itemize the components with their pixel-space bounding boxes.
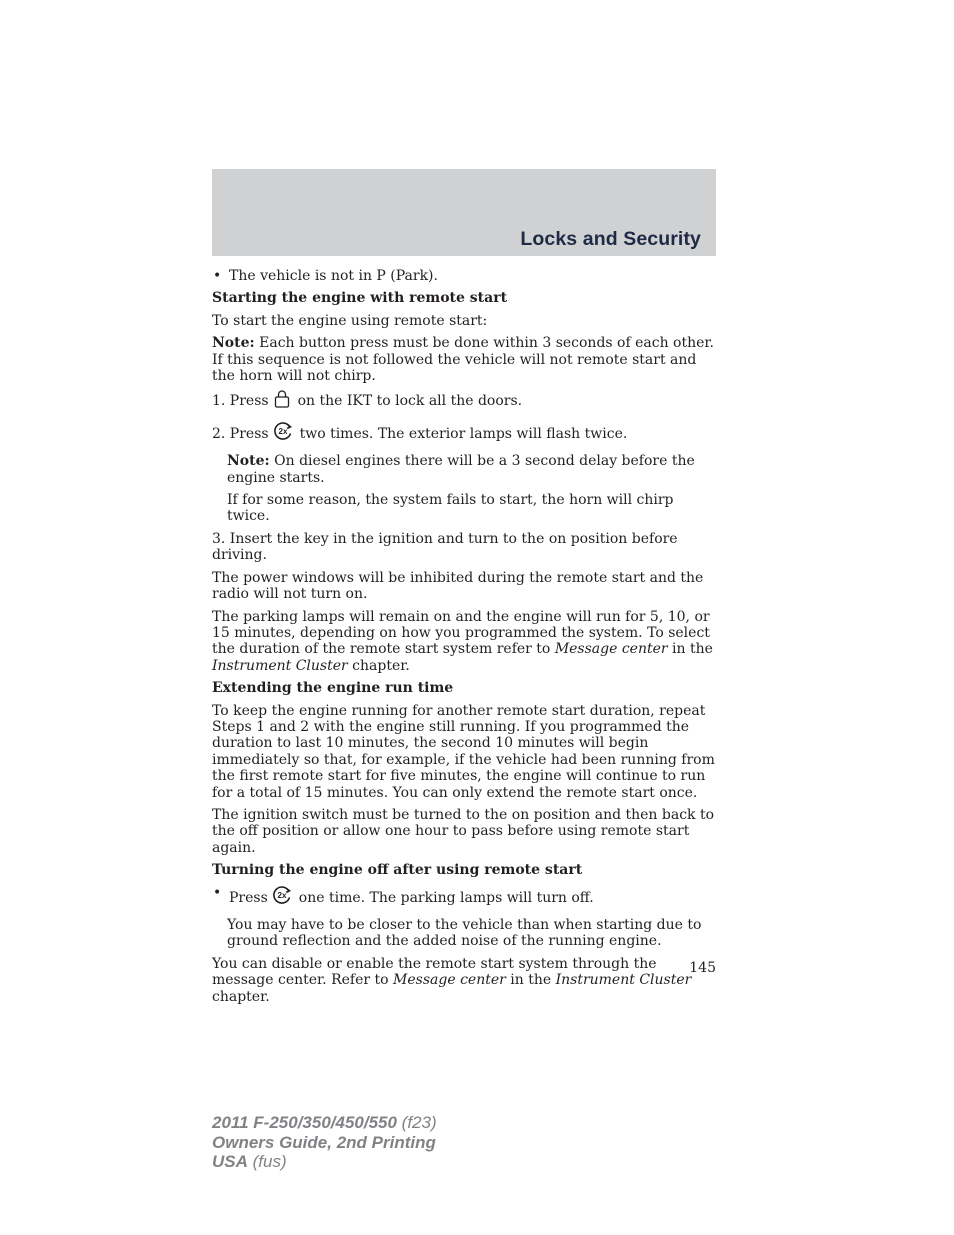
step-2-prefix: 2. Press — [212, 425, 269, 442]
footer-market-line: USA (fus) — [212, 1152, 287, 1171]
paragraph-ignition-switch: The ignition switch must be turned to the on position and then back to the off position or allow one hour to pass before using remote start again. — [212, 806, 715, 856]
section-title: Locks and Security — [520, 228, 701, 250]
heading-starting-engine: Starting the engine with remote start — [212, 290, 508, 307]
step-1-suffix: on the IKT to lock all the doors. — [297, 393, 523, 410]
note-button-press — [212, 335, 717, 384]
section-header — [212, 169, 716, 256]
note-text: On diesel engines there will be a 3 second delay before the engine starts. — [227, 453, 695, 486]
footer-model-line: 2011 F-250/350/450/550 (f23) — [212, 1113, 437, 1132]
heading-turning-engine-off: Turning the engine off after using remote start — [212, 862, 583, 879]
paragraph-power-windows: The power windows will be inhibited during the remote start and the radio will not turn on. — [212, 569, 704, 603]
ref-message-center: Message center — [393, 972, 506, 989]
paragraph-keep-running: To keep the engine running for another remote start duration, repeat Steps 1 and 2 with the engine still running. If you programmed the duration to last 10 minutes, the second 10 minutes will begin immediately so that, for example, if the vehicle had been running from the first remote start for five minutes, the engine will continue to run for a total of 15 minutes. You can only extend the remote start once. — [212, 702, 715, 801]
bullet-not-in-park: • The vehicle is not in P (Park). — [212, 268, 717, 284]
lock-icon — [273, 390, 291, 412]
ref-message-center: Message center — [554, 641, 668, 658]
note-text: Each button press must be done within 3 seconds of each other. If this sequence is not followed the vehicle will not remote start and the horn will not chirp. — [212, 335, 715, 385]
page-content — [212, 268, 717, 1011]
step-1 — [212, 390, 717, 412]
step-2-suffix: two times. The exterior lamps will flash twice. — [299, 425, 628, 442]
ref-instrument-cluster: Instrument Cluster — [212, 657, 348, 674]
note-label: Note: — [212, 335, 255, 352]
document-footer — [212, 1113, 437, 1172]
note-label: Note: — [227, 453, 270, 470]
page-number: 145 — [689, 960, 716, 976]
footer-guide-line: Owners Guide, 2nd Printing — [212, 1132, 436, 1152]
bullet-press-once: • Press 2x one time. The parking lamps will turn off. — [212, 885, 717, 909]
ref-instrument-cluster: Instrument Cluster — [555, 972, 692, 989]
paragraph-parking-lamps: The parking lamps will remain on and the engine will run for 5, 10, or 15 minutes, depending on how you programmed the system. To select the duration of the remote start system refer to Message center in the Instrument Cluster chapter. — [212, 608, 713, 674]
note-diesel — [212, 453, 717, 486]
paragraph-system-fails: If for some reason, the system fails to start, the horn will chirp twice. — [227, 492, 674, 525]
step-2 — [212, 421, 717, 445]
remote-start-2x-icon — [273, 421, 293, 445]
heading-extending-run-time: Extending the engine run time — [212, 680, 454, 697]
step-3: 3. Insert the key in the ignition and turn to the on position before driving. — [212, 530, 678, 564]
svg-text:2x: 2x — [278, 427, 288, 437]
paragraph-closer-to-vehicle: You may have to be closer to the vehicle than when starting due to ground reflection and the added noise of the running engine. — [227, 917, 702, 950]
paragraph-disable-enable: You can disable or enable the remote start system through the message center. Refer to Message center in the Instrument Cluster chapter. — [212, 955, 692, 1005]
step-1-prefix: 1. Press — [212, 393, 269, 410]
svg-text:2x: 2x — [277, 890, 287, 900]
remote-start-2x-icon — [272, 885, 292, 909]
paragraph-to-start: To start the engine using remote start: — [212, 312, 488, 329]
